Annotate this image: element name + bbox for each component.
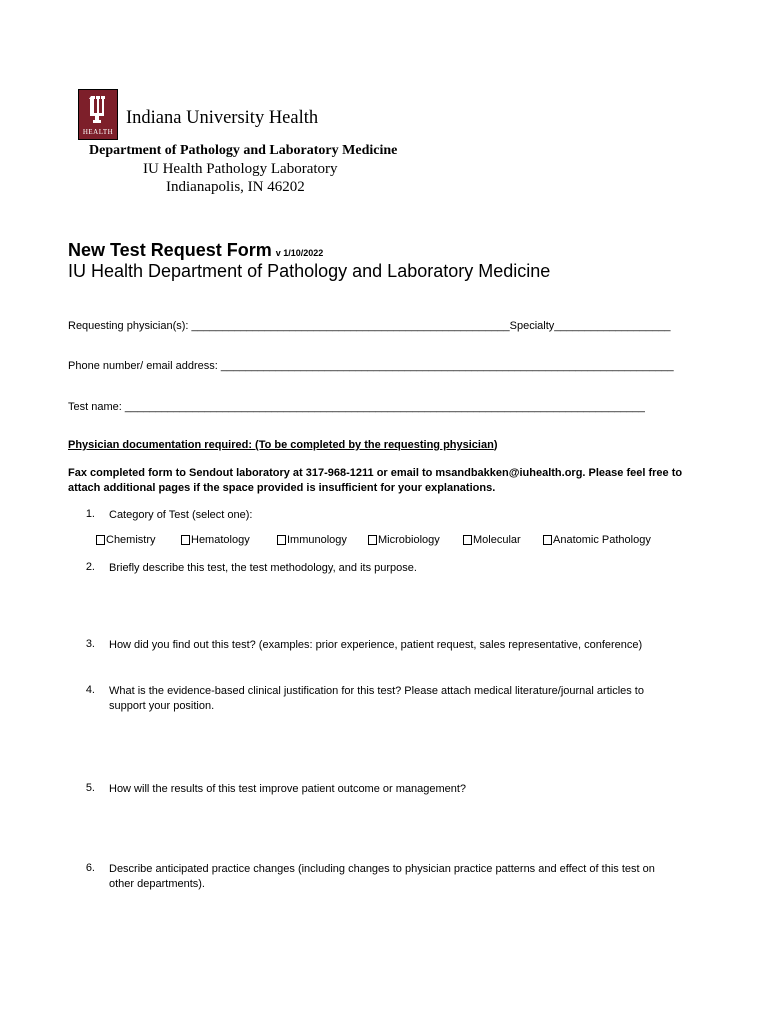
question-number: 3. bbox=[85, 638, 95, 650]
checkbox-label: Immunology bbox=[287, 534, 347, 546]
iu-health-logo bbox=[78, 89, 118, 140]
checkbox-label: Anatomic Pathology bbox=[553, 534, 651, 546]
test-name-field[interactable]: Test name: _____________________________________________________________________________________ bbox=[68, 401, 645, 413]
question-number: 4. bbox=[85, 684, 95, 696]
checkbox-label: Hematology bbox=[191, 534, 250, 546]
department-name: Department of Pathology and Laboratory Medicine bbox=[89, 143, 398, 158]
checkbox-icon[interactable] bbox=[181, 535, 190, 545]
checkbox-hematology[interactable] bbox=[181, 534, 250, 546]
checkbox-icon[interactable] bbox=[463, 535, 472, 545]
trident-icon bbox=[79, 90, 117, 128]
checkbox-microbiology[interactable] bbox=[368, 534, 440, 546]
checkbox-label: Chemistry bbox=[106, 534, 156, 546]
checkbox-immunology[interactable] bbox=[277, 534, 347, 546]
question-text: Briefly describe this test, the test methodology, and its purpose. bbox=[109, 562, 417, 574]
documentation-heading bbox=[68, 439, 497, 451]
question-text: Describe anticipated practice changes (including changes to physician practice patterns and effect of this test on other departments). bbox=[109, 863, 655, 890]
question-text: Category of Test (select one): bbox=[109, 509, 253, 521]
question-number: 5. bbox=[85, 782, 95, 794]
form-subtitle: IU Health Department of Pathology and Laboratory Medicine bbox=[68, 261, 551, 281]
lab-name: IU Health Pathology Laboratory bbox=[143, 161, 338, 177]
checkbox-icon[interactable] bbox=[277, 535, 286, 545]
lab-location: Indianapolis, IN 46202 bbox=[166, 179, 305, 195]
question-text: How did you find out this test? (examples: prior experience, patient request, sales representative, conference) bbox=[109, 639, 643, 651]
checkbox-icon[interactable] bbox=[543, 535, 552, 545]
physician-specialty-field[interactable]: Requesting physician(s): ____________________________________________________Specialty___________________ bbox=[68, 320, 671, 332]
question-text: What is the evidence-based clinical justification for this test? Please attach medical literature/journal articles to support your position. bbox=[109, 685, 644, 712]
checkbox-molecular[interactable] bbox=[463, 534, 521, 546]
checkbox-chemistry[interactable] bbox=[96, 534, 156, 546]
question-number: 2. bbox=[85, 561, 95, 573]
phone-email-field[interactable]: Phone number/ email address: __________________________________________________________________________ bbox=[68, 360, 674, 372]
question-number: 6. bbox=[85, 862, 95, 874]
form-title-text: New Test Request Form bbox=[68, 240, 272, 260]
checkbox-label: Microbiology bbox=[378, 534, 440, 546]
form-version: v 1/10/2022 bbox=[275, 248, 324, 258]
logo-health-text: HEALTH bbox=[82, 128, 114, 136]
checkbox-anatomic-pathology[interactable] bbox=[543, 534, 651, 546]
documentation-heading-close: ) bbox=[493, 439, 498, 451]
question-number: 1. bbox=[85, 508, 95, 520]
question-text: How will the results of this test improve patient outcome or management? bbox=[109, 783, 467, 795]
checkbox-icon[interactable] bbox=[368, 535, 377, 545]
form-title bbox=[68, 240, 323, 261]
documentation-heading-text: Physician documentation required: (To be completed by the requesting physician bbox=[68, 439, 494, 451]
checkbox-label: Molecular bbox=[473, 534, 521, 546]
checkbox-icon[interactable] bbox=[96, 535, 105, 545]
brand-name: Indiana University Health bbox=[126, 108, 319, 128]
fax-instructions: Fax completed form to Sendout laboratory at 317-968-1211 or email to msandbakken@iuhealth.org. Please feel free to attach additional pages if the space provided is insufficient for your explanations. bbox=[68, 467, 683, 494]
